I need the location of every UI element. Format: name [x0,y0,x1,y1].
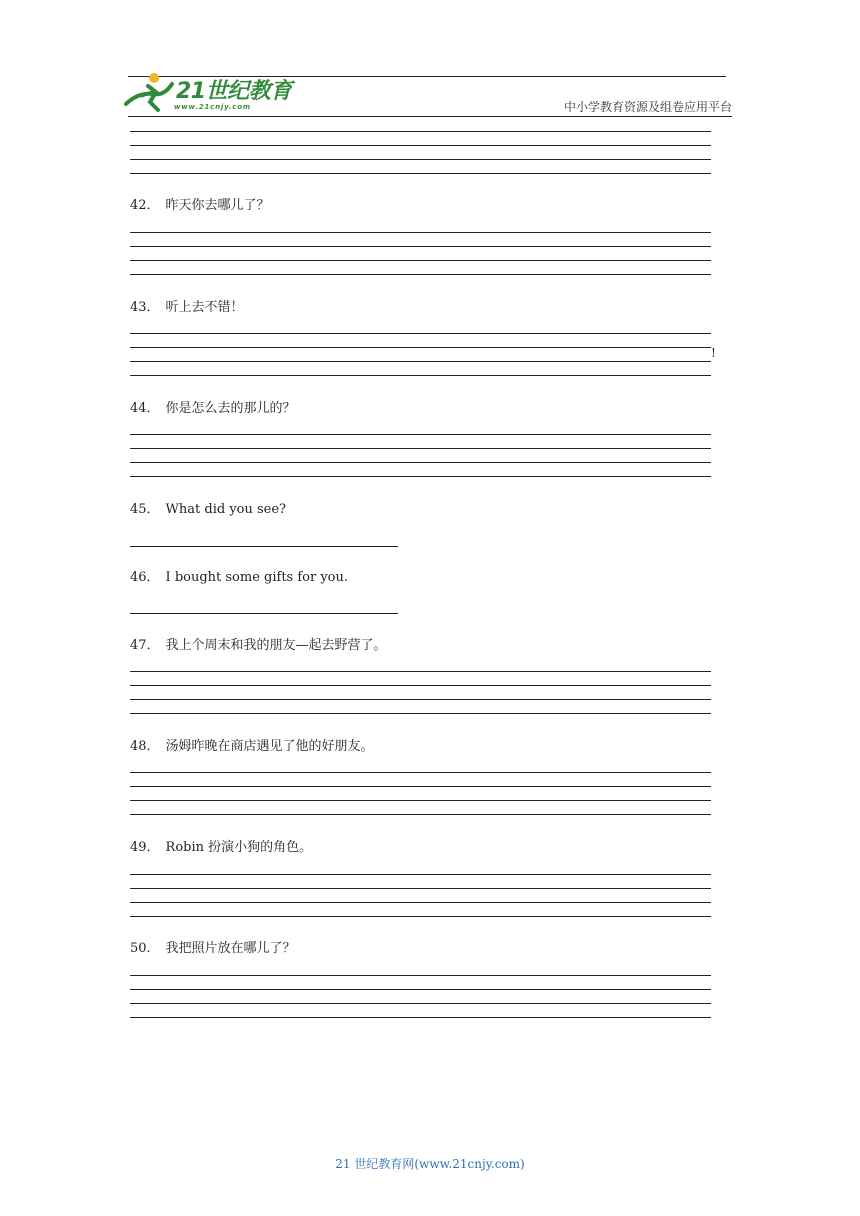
question-45: 45． What did you see? [130,502,287,517]
question-44: 44． 你是怎么去的那儿的？ [130,401,296,416]
answer-lines-49 [130,874,711,930]
page-footer: 21 世纪教育网(www.21cnjy.com) [335,1157,525,1171]
answer-lines-43 [130,333,711,389]
header-bottom-rule [128,116,732,117]
answer-lines-47 [130,671,711,727]
answer-lines-42 [130,232,711,288]
answer-lines-50 [130,975,711,1031]
question-42: 42． 昨天你去哪儿了？ [130,198,270,213]
site-logo [124,70,294,116]
question-47: 47． 我上个周末和我的朋友—起去野营了。 [130,638,387,653]
answer-line-45 [130,546,398,547]
runner-logo-icon [124,70,176,116]
logo-text: 21世纪教育 [176,79,292,104]
question-48: 48． 汤姆昨晚在商店遇见了他的好朋友。 [130,739,374,754]
q43-end-mark: ! [711,346,716,360]
question-46: 46． I bought some gifts for you. [130,570,349,585]
logo-url: www.21cnjy.com [174,103,251,111]
question-43: 43． 听上去不错！ [130,300,244,315]
header-platform-text: 中小学教育资源及组卷应用平台 [563,100,732,114]
answer-lines-41 [130,131,711,187]
answer-lines-48 [130,772,711,828]
question-49: 49． Robin 扮演小狗的角色。 [130,840,313,855]
answer-lines-44 [130,434,711,490]
question-50: 50． 我把照片放在哪儿了？ [130,941,296,956]
answer-line-46 [130,613,398,614]
